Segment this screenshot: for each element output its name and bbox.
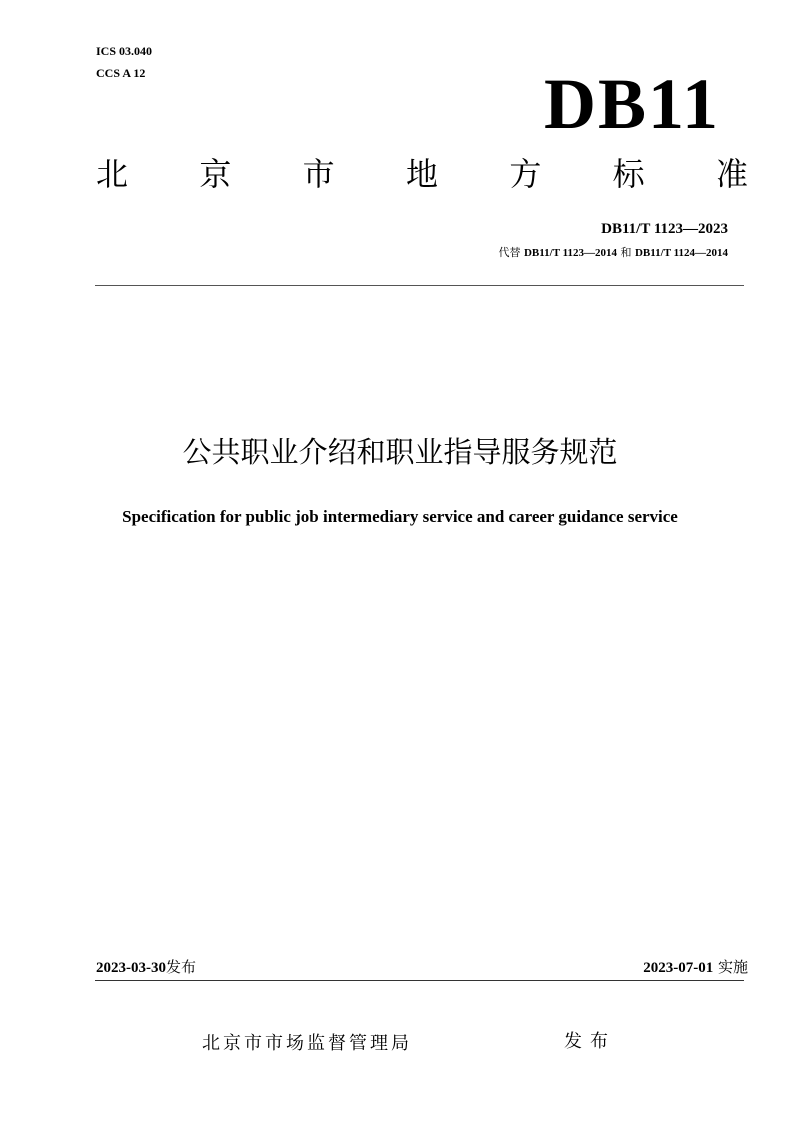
issue-label: 发布 xyxy=(564,1031,616,1052)
replaces-line xyxy=(498,244,728,262)
title-char: 北 xyxy=(96,155,129,193)
title-char: 地 xyxy=(405,155,438,193)
implement-label: 实施 xyxy=(717,958,748,976)
replaced-standard-1: DB11/T 1123—2014 xyxy=(523,247,617,259)
title-char: 方 xyxy=(509,155,542,193)
replaces-joiner: 和 xyxy=(620,246,632,259)
header-divider xyxy=(95,285,744,286)
implement-date: 2023-07-01 xyxy=(643,960,714,976)
publish-date-line xyxy=(96,956,196,979)
document-title-cn: 公共职业介绍和职业指导服务规范 xyxy=(182,435,618,469)
implement-date-line xyxy=(643,956,748,979)
document-title-en: Specification for public job intermediary service and career guidance service xyxy=(122,507,678,526)
title-char: 京 xyxy=(199,155,232,193)
footer-divider xyxy=(95,980,744,981)
db-logo: DB11 xyxy=(543,64,720,144)
ics-code: ICS 03.040 xyxy=(96,44,153,58)
publish-label: 发布 xyxy=(166,958,197,976)
publish-date: 2023-03-30 xyxy=(96,960,166,976)
title-char: 市 xyxy=(302,155,335,193)
issuing-authority: 北京市市场监督管理局 xyxy=(202,1033,412,1054)
standard-category-title xyxy=(96,152,748,196)
classification-codes xyxy=(96,40,152,84)
title-char: 标 xyxy=(612,155,645,193)
replaced-standard-2: DB11/T 1124—2014 xyxy=(634,247,728,259)
title-char: 准 xyxy=(715,155,748,193)
replaces-prefix: 代替 xyxy=(498,246,521,259)
ccs-code: CCS A 12 xyxy=(96,66,146,80)
standard-number: DB11/T 1123—2023 xyxy=(601,221,728,237)
